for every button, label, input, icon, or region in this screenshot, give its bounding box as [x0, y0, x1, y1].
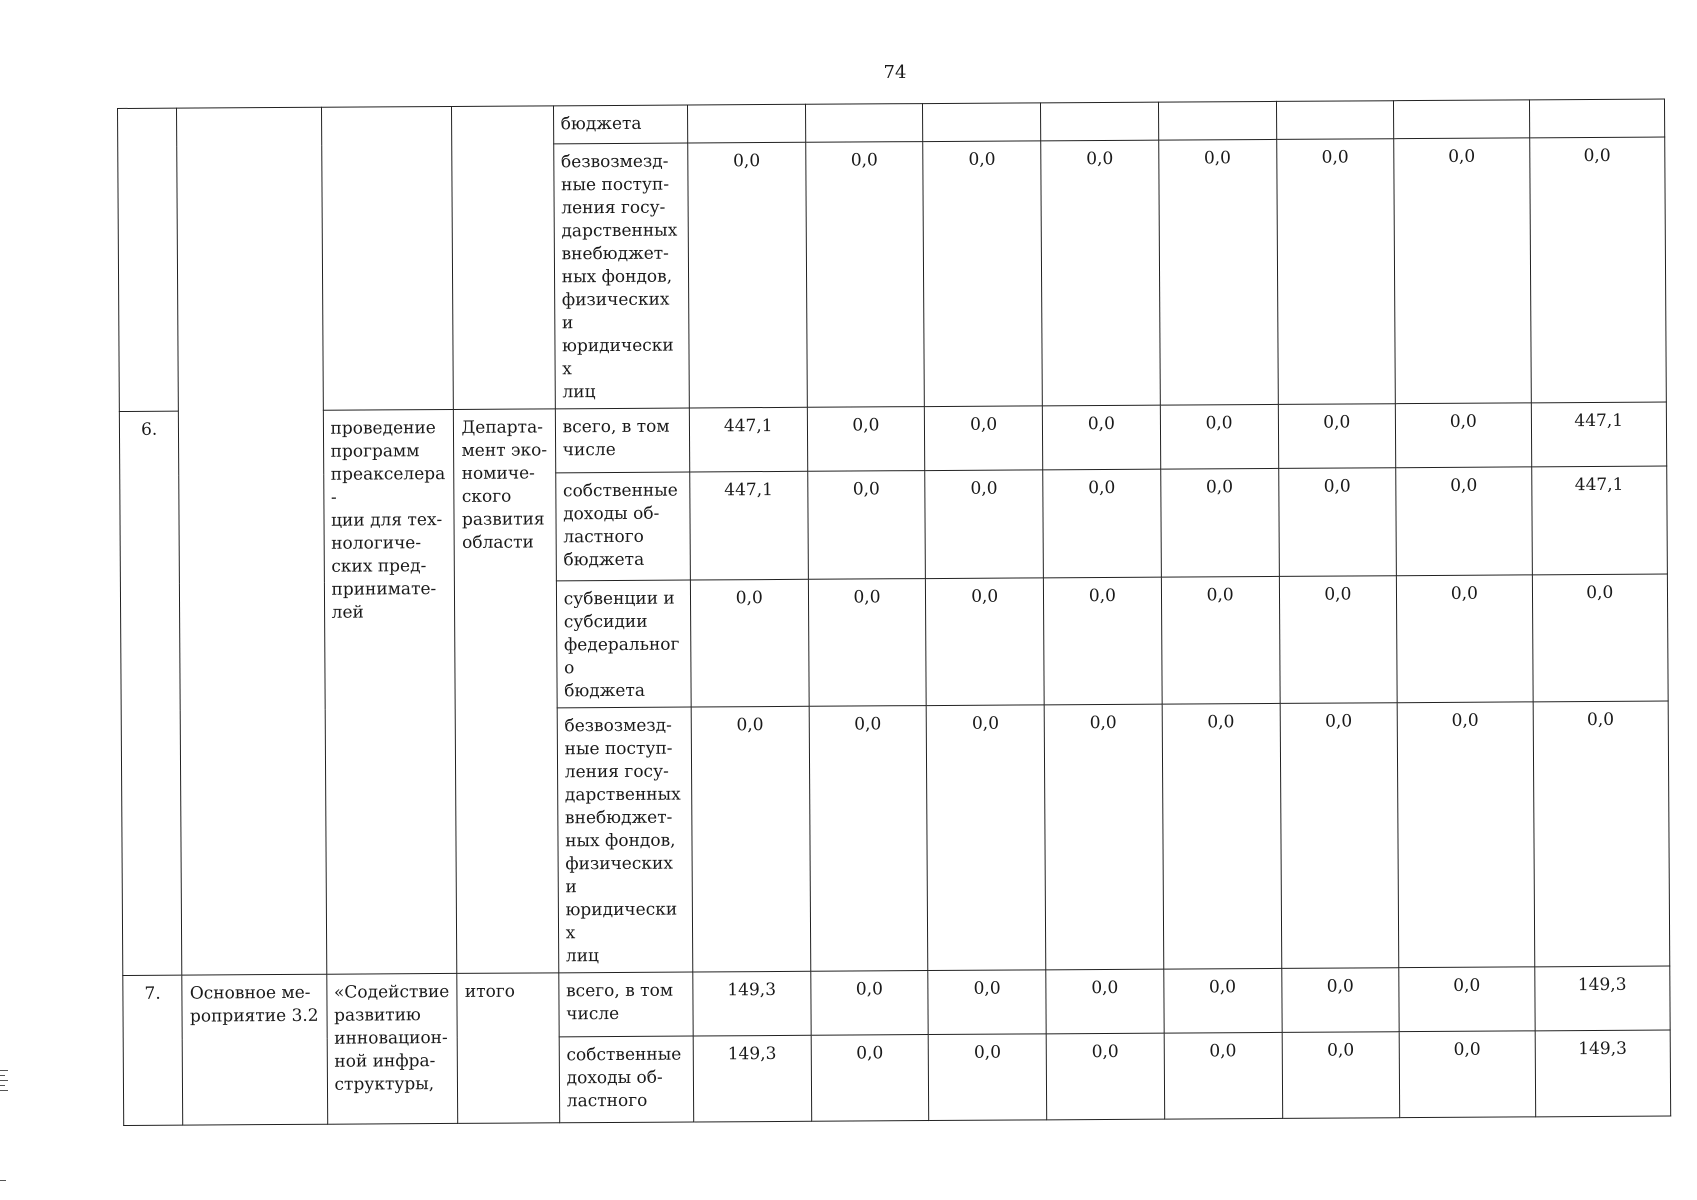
value-cell: 0,0 — [1043, 577, 1161, 705]
value-cell: 447,1 — [1531, 466, 1667, 575]
value-cell: 0,0 — [1164, 968, 1282, 1033]
margin-tick — [0, 1070, 8, 1071]
source-cell: собственные доходы об- ластного — [559, 1036, 694, 1123]
executor-cell — [452, 106, 555, 410]
value-cell: 0,0 — [1532, 574, 1668, 702]
value-cell: 0,0 — [1399, 1031, 1535, 1118]
value-cell: 0,0 — [1164, 1032, 1282, 1119]
value-cell: 0,0 — [1396, 467, 1532, 576]
value-cell: 0,0 — [1279, 576, 1397, 704]
value-cell: 0,0 — [1396, 403, 1532, 468]
value-cell: 0,0 — [1161, 468, 1279, 577]
value-cell: 0,0 — [1282, 1032, 1400, 1119]
executor-cell: Департа- мент эко- номиче- ского развития области — [454, 409, 559, 974]
report-table-container — [117, 99, 1671, 1126]
value-cell: 149,3 — [693, 971, 811, 1036]
value-cell: 0,0 — [1397, 702, 1534, 968]
value-cell — [1041, 102, 1159, 141]
value-cell — [687, 104, 805, 143]
value-cell: 0,0 — [810, 971, 928, 1036]
margin-tick — [0, 1080, 8, 1081]
value-cell: 0,0 — [1399, 967, 1535, 1032]
value-cell: 0,0 — [1278, 468, 1396, 577]
name-cell: «Содействие развитию инновацион- ной инфра- структуры, — [326, 973, 458, 1124]
value-cell: 447,1 — [690, 471, 808, 580]
value-cell: 0,0 — [1280, 703, 1399, 969]
source-cell: безвозмезд- ные поступ- ления госу- дарственных внебюджет- ных фондов, физических и юридических лиц — [557, 707, 693, 973]
value-cell: 0,0 — [929, 1034, 1047, 1121]
value-cell: 0,0 — [1281, 968, 1399, 1033]
value-cell: 0,0 — [925, 406, 1043, 471]
source-cell: бюджета — [553, 105, 687, 144]
value-cell: 0,0 — [688, 142, 807, 408]
name-cell — [321, 106, 454, 410]
value-cell: 0,0 — [1158, 139, 1277, 405]
row-number-cell: 6. — [119, 411, 182, 975]
value-cell: 0,0 — [1533, 701, 1670, 967]
value-cell: 0,0 — [807, 407, 925, 472]
financing-table — [117, 99, 1671, 1126]
value-cell: 0,0 — [1161, 576, 1279, 704]
value-cell: 0,0 — [926, 578, 1044, 706]
source-cell: всего, в том числе — [555, 408, 690, 473]
value-cell: 0,0 — [808, 579, 926, 707]
value-cell: 0,0 — [1276, 139, 1395, 405]
value-cell: 0,0 — [1046, 969, 1164, 1034]
value-cell — [1158, 101, 1276, 140]
value-cell: 149,3 — [693, 1035, 811, 1122]
value-cell — [1529, 99, 1665, 138]
value-cell: 0,0 — [1160, 404, 1278, 469]
source-cell: субвенции и субсидии федерального бюджета — [556, 580, 691, 708]
value-cell: 0,0 — [1162, 703, 1281, 969]
value-cell: 0,0 — [1394, 138, 1531, 404]
table-row — [119, 402, 1666, 475]
margin-tick — [0, 1075, 5, 1076]
measure-cell — [177, 107, 326, 975]
value-cell — [1276, 101, 1394, 140]
value-cell: 149,3 — [1535, 1030, 1671, 1117]
page-number: 74 — [883, 62, 907, 83]
value-cell: 0,0 — [1042, 405, 1160, 470]
value-cell — [805, 104, 923, 143]
value-cell: 447,1 — [689, 407, 807, 472]
source-cell: безвозмезд- ные поступ- ления госу- дарственных внебюджет- ных фондов, физических и юридических лиц — [553, 143, 689, 409]
value-cell: 0,0 — [1529, 137, 1666, 403]
source-cell: всего, в том числе — [558, 972, 693, 1037]
value-cell: 149,3 — [1534, 966, 1670, 1031]
value-cell: 0,0 — [811, 1035, 929, 1122]
value-cell: 0,0 — [927, 705, 1046, 971]
value-cell: 447,1 — [1531, 402, 1667, 467]
row-number-cell — [118, 108, 179, 411]
value-cell: 0,0 — [923, 141, 1042, 407]
value-cell: 0,0 — [1041, 140, 1160, 406]
value-cell: 0,0 — [1046, 1033, 1164, 1120]
value-cell: 0,0 — [691, 706, 810, 972]
value-cell — [1394, 100, 1530, 139]
value-cell: 0,0 — [925, 470, 1043, 579]
measure-cell: Основное ме- роприятие 3.2 — [182, 974, 327, 1125]
value-cell: 0,0 — [928, 970, 1046, 1035]
source-cell: собственные доходы об- ластного бюджета — [555, 472, 690, 581]
value-cell: 0,0 — [1278, 404, 1396, 469]
name-cell: проведение программ преакселера- ции для тех- нологиче- ских пред- принимате- лей — [323, 409, 457, 974]
table-row — [123, 966, 1670, 1039]
margin-tick — [0, 1090, 8, 1091]
executor-cell: итого — [457, 973, 559, 1124]
row-number-cell: 7. — [123, 975, 183, 1125]
value-cell: 0,0 — [1397, 575, 1533, 703]
value-cell: 0,0 — [807, 471, 925, 580]
value-cell: 0,0 — [805, 142, 924, 408]
value-cell: 0,0 — [690, 579, 808, 707]
value-cell: 0,0 — [1044, 704, 1163, 970]
value-cell — [923, 103, 1041, 142]
value-cell: 0,0 — [809, 706, 928, 972]
value-cell: 0,0 — [1043, 469, 1161, 578]
margin-tick — [0, 1085, 5, 1086]
scan-margin-marks — [0, 1070, 8, 1095]
scan-edge-mark — [0, 1180, 6, 1181]
